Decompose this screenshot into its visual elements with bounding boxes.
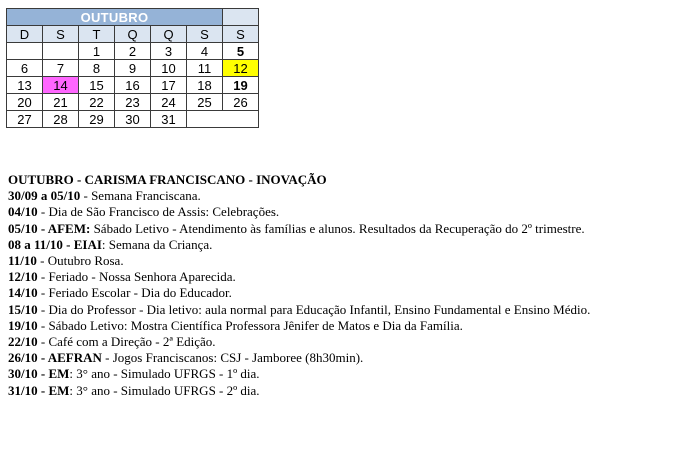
event-date: 31/10 - EM	[8, 382, 70, 398]
calendar-day: 9	[115, 60, 151, 77]
calendar-day: 26	[223, 94, 259, 111]
event-date: 30/10 - EM	[8, 366, 70, 382]
calendar-day: 21	[43, 94, 79, 111]
weekday-label: T	[79, 26, 115, 43]
calendar-day-empty	[43, 43, 79, 60]
weekday-label: Q	[151, 26, 187, 43]
calendar-day: 2	[115, 43, 151, 60]
calendar-day: 28	[43, 111, 79, 128]
calendar-day: 10	[151, 60, 187, 77]
calendar-week-row	[7, 111, 259, 128]
calendar-day: 17	[151, 77, 187, 94]
calendar-day: 13	[7, 77, 43, 94]
event-text: - Sábado Letivo: Mostra Científica Professora Jênifer de Matos e Dia da Família.	[37, 317, 463, 333]
calendar-day: 4	[187, 43, 223, 60]
event-item	[8, 302, 676, 318]
event-text: - Dia do Professor - Dia letivo: aula normal para Educação Infantil, Ensino Fundamental e Ensino Médio.	[37, 301, 591, 317]
weekday-label: S	[187, 26, 223, 43]
calendar-day-holiday: 12	[223, 60, 259, 77]
event-item	[8, 366, 676, 382]
calendar-day: 16	[115, 77, 151, 94]
event-date: 11/10	[8, 253, 37, 269]
calendar-day-school-holiday: 14	[43, 77, 79, 94]
calendar-day: 6	[7, 60, 43, 77]
event-text: - Feriado - Nossa Senhora Aparecida.	[37, 269, 236, 285]
weekday-label: Q	[115, 26, 151, 43]
calendar-day-empty	[7, 43, 43, 60]
calendar-day-saturday-letivo: 5	[223, 43, 259, 60]
event-text: : 3° ano - Simulado UFRGS - 1º dia.	[69, 366, 260, 382]
event-item	[8, 237, 676, 253]
event-date: 22/10	[8, 334, 38, 350]
calendar-day: 30	[115, 111, 151, 128]
event-date: 05/10 - AFEM:	[8, 220, 91, 236]
calendar-week-row	[7, 43, 259, 60]
calendar-day: 18	[187, 77, 223, 94]
calendar-day: 29	[79, 111, 115, 128]
calendar-day: 20	[7, 94, 43, 111]
event-item	[8, 253, 676, 269]
calendar-day: 3	[151, 43, 187, 60]
calendar-week-row	[7, 77, 259, 94]
calendar-week-row	[7, 94, 259, 111]
event-text: Sábado Letivo - Atendimento às famílias e alunos. Resultados da Recuperação do 2º trimestre.	[90, 220, 585, 236]
event-date: 15/10	[8, 301, 38, 317]
event-text: - Semana Franciscana.	[80, 188, 201, 204]
calendar-day: 31	[151, 111, 187, 128]
event-date: 26/10 - AEFRAN	[8, 350, 102, 366]
event-date: 30/09 a 05/10	[8, 188, 81, 204]
calendar-day: 11	[187, 60, 223, 77]
october-calendar	[6, 8, 259, 128]
calendar-day: 23	[115, 94, 151, 111]
event-text: - Feriado Escolar - Dia do Educador.	[37, 285, 232, 301]
event-text: : 3° ano - Simulado UFRGS - 2º dia.	[69, 382, 260, 398]
event-text: : Semana da Criança.	[101, 236, 213, 252]
event-date: 04/10	[8, 204, 38, 220]
calendar-day: 8	[79, 60, 115, 77]
event-item	[8, 204, 676, 220]
event-item	[8, 221, 676, 237]
calendar-month-title: OUTUBRO	[7, 9, 223, 26]
event-date: 08 a 11/10 - EIAI	[8, 236, 102, 252]
calendar-day: 15	[79, 77, 115, 94]
weekday-label: D	[7, 26, 43, 43]
calendar-week-row	[7, 60, 259, 77]
event-text: - Dia de São Francisco de Assis: Celebrações.	[37, 204, 280, 220]
event-item	[8, 188, 676, 204]
event-item	[8, 269, 676, 285]
calendar-day: 7	[43, 60, 79, 77]
event-text: - Outubro Rosa.	[36, 253, 124, 269]
weekday-label: S	[223, 26, 259, 43]
calendar-day-saturday-letivo: 19	[223, 77, 259, 94]
event-text: - Café com a Direção - 2ª Edição.	[37, 334, 216, 350]
calendar-header-blank	[223, 9, 259, 26]
calendar-day: 1	[79, 43, 115, 60]
event-date: 14/10	[8, 285, 38, 301]
event-item	[8, 350, 676, 366]
event-date: 12/10	[8, 269, 38, 285]
calendar-day: 22	[79, 94, 115, 111]
calendar-day: 27	[7, 111, 43, 128]
events-heading: OUTUBRO - CARISMA FRANCISCANO - INOVAÇÃO	[8, 172, 327, 187]
event-item	[8, 383, 676, 399]
events-list	[8, 172, 676, 399]
calendar-day: 25	[187, 94, 223, 111]
event-text: - Jogos Franciscanos: CSJ - Jamboree (8h30min).	[101, 350, 364, 366]
calendar-header-row	[7, 9, 259, 26]
event-item	[8, 318, 676, 334]
calendar-weekday-row	[7, 26, 259, 43]
calendar-day-empty	[187, 111, 259, 128]
event-date: 19/10	[8, 317, 38, 333]
calendar-day: 24	[151, 94, 187, 111]
event-item	[8, 334, 676, 350]
weekday-label: S	[43, 26, 79, 43]
event-item	[8, 285, 676, 301]
